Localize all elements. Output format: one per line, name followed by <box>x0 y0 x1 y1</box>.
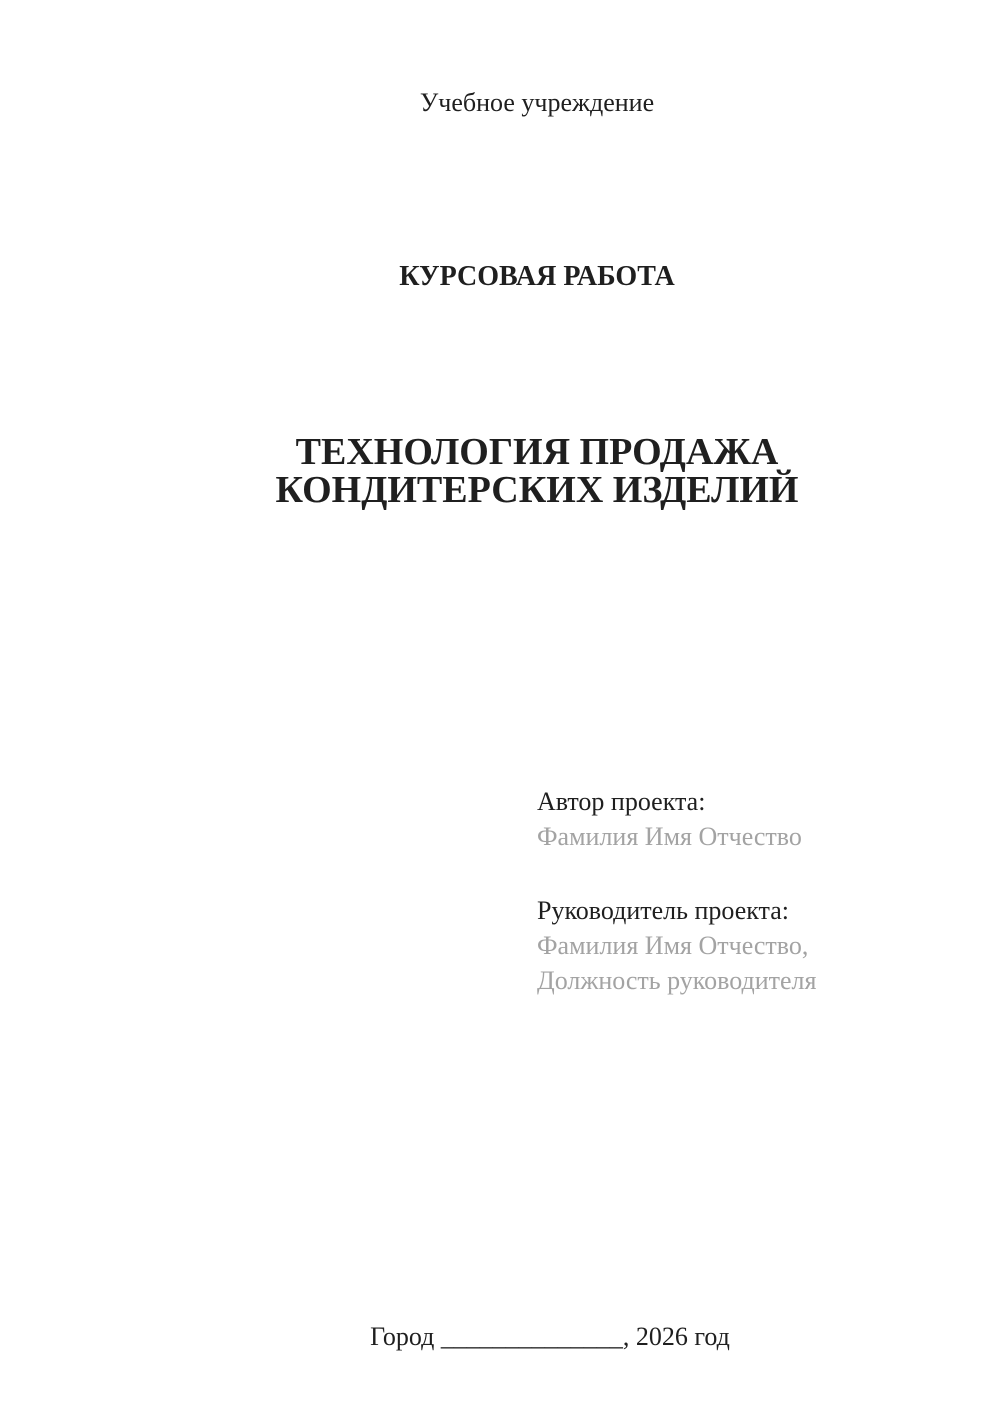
city-blank-line: ______________ <box>440 1322 623 1351</box>
document-title-line1: ТЕХНОЛОГИЯ ПРОДАЖА <box>295 431 779 473</box>
city-year-line <box>344 1292 730 1382</box>
year-text: , 2026 год <box>622 1322 730 1351</box>
document-title <box>275 433 798 509</box>
author-name-placeholder: Фамилия Имя Отчество <box>537 822 802 851</box>
institution-name: Учебное учреждение <box>419 88 655 117</box>
supervisor-group <box>537 893 816 998</box>
work-type-heading: КУРСОВАЯ РАБОТА <box>399 261 675 292</box>
author-group <box>537 784 816 854</box>
supervisor-label: Руководитель проекта: <box>537 896 790 925</box>
supervisor-name-placeholder: Фамилия Имя Отчество, <box>537 931 809 960</box>
credits-block <box>537 784 816 998</box>
document-title-line2: КОНДИТЕРСКИХ ИЗДЕЛИЙ <box>275 469 799 511</box>
city-label: Город <box>370 1322 441 1351</box>
supervisor-position-placeholder: Должность руководителя <box>537 966 817 995</box>
author-label: Автор проекта: <box>537 787 706 816</box>
